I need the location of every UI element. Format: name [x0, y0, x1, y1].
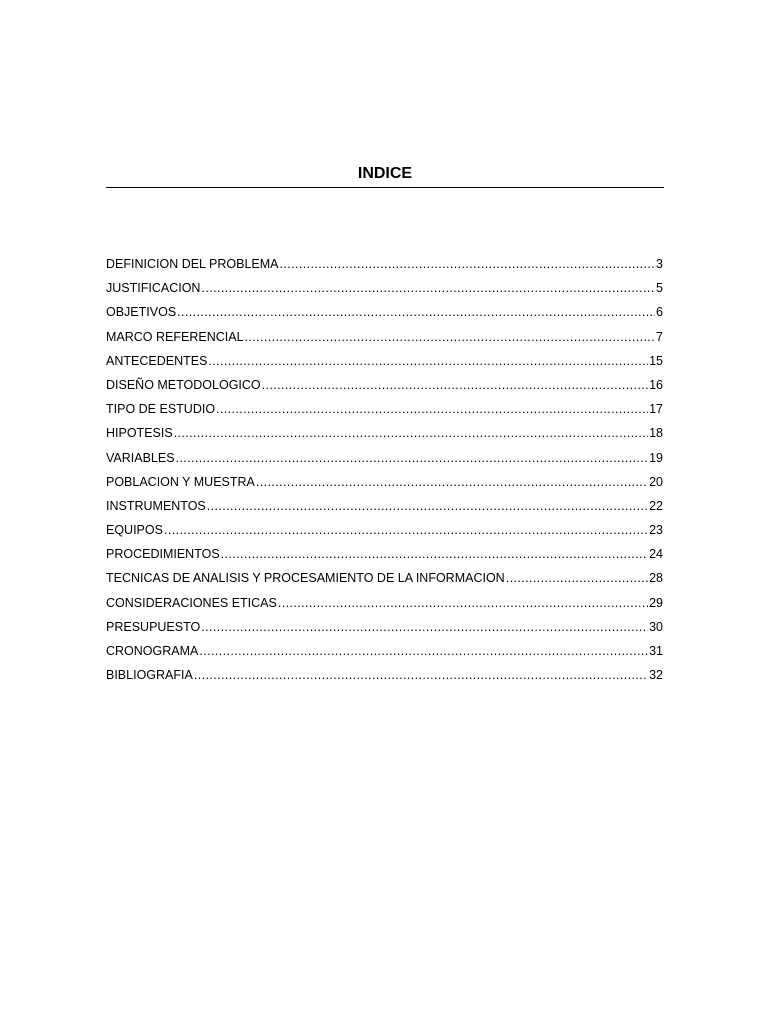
- toc-entry-page-number: 28: [649, 571, 663, 586]
- toc-entry-label: DISEÑO METODOLOGICO: [106, 377, 261, 392]
- toc-dot-leader: [199, 639, 648, 663]
- table-of-contents: [106, 252, 663, 687]
- toc-entry: [106, 373, 663, 397]
- toc-entry: [106, 494, 663, 518]
- toc-entry-label: POBLACION Y MUESTRA: [106, 474, 255, 489]
- toc-entry-page-number: 15: [649, 353, 663, 368]
- toc-dot-leader: [201, 615, 648, 639]
- toc-entry-page-number: 32: [649, 668, 663, 683]
- toc-entry-page-number: 17: [649, 402, 663, 417]
- toc-dot-leader: [216, 397, 648, 421]
- toc-entry-label: ANTECEDENTES: [106, 353, 208, 368]
- toc-entry-page-number: 18: [649, 426, 663, 441]
- toc-entry: [106, 421, 663, 445]
- toc-entry-label: TIPO DE ESTUDIO: [106, 402, 216, 417]
- toc-entry: [106, 470, 663, 494]
- toc-entry-label: TECNICAS DE ANALISIS Y PROCESAMIENTO DE LA INFORMACION: [106, 571, 505, 586]
- toc-entry-page-number: 29: [649, 595, 663, 610]
- toc-dot-leader: [280, 252, 656, 276]
- toc-dot-leader: [245, 325, 656, 349]
- toc-entry: [106, 615, 663, 639]
- toc-entry-label: JUSTIFICACION: [106, 281, 201, 296]
- toc-entry-label: DEFINICION DEL PROBLEMA: [106, 257, 279, 271]
- toc-entry-page-number: 6: [656, 305, 663, 320]
- toc-dot-leader: [256, 470, 648, 494]
- toc-dot-leader: [201, 276, 655, 300]
- toc-entry-label: INSTRUMENTOS: [106, 498, 206, 513]
- toc-entry: [106, 518, 663, 542]
- toc-entry: [106, 663, 663, 687]
- toc-entry: [106, 397, 663, 421]
- toc-entry-page-number: 16: [649, 377, 663, 392]
- toc-dot-leader: [177, 300, 655, 324]
- toc-entry-label: MARCO REFERENCIAL: [106, 329, 244, 344]
- toc-dot-leader: [506, 566, 648, 590]
- toc-entry: [106, 276, 663, 300]
- toc-entry-label: OBJETIVOS: [106, 305, 177, 320]
- toc-dot-leader: [278, 591, 648, 615]
- toc-entry-label: VARIABLES: [106, 450, 175, 465]
- toc-entry-label: CRONOGRAMA: [106, 644, 199, 658]
- toc-entry: [106, 446, 663, 470]
- toc-entry: [106, 252, 663, 276]
- toc-entry: [106, 566, 663, 590]
- toc-entry-label: PROCEDIMIENTOS: [106, 547, 220, 562]
- toc-entry: [106, 591, 663, 615]
- toc-entry-label: HIPOTESIS: [106, 426, 173, 441]
- toc-entry-label: PRESUPUESTO: [106, 619, 201, 634]
- toc-entry-page-number: 7: [656, 329, 663, 344]
- toc-entry-page-number: 23: [649, 523, 663, 538]
- toc-dot-leader: [164, 518, 648, 542]
- toc-entry-page-number: 3: [656, 257, 663, 271]
- toc-entry-label: EQUIPOS: [106, 523, 163, 538]
- toc-dot-leader: [262, 373, 648, 397]
- toc-dot-leader: [207, 494, 648, 518]
- toc-entry-page-number: 30: [649, 619, 663, 634]
- toc-entry-page-number: 22: [649, 498, 663, 513]
- toc-entry-page-number: 31: [649, 644, 663, 658]
- toc-entry-page-number: 24: [649, 547, 663, 562]
- toc-dot-leader: [174, 421, 648, 445]
- toc-entry-page-number: 20: [649, 474, 663, 489]
- toc-entry: [106, 639, 663, 663]
- toc-dot-leader: [208, 349, 648, 373]
- toc-entry: [106, 300, 663, 324]
- toc-entry: [106, 542, 663, 566]
- toc-dot-leader: [221, 542, 648, 566]
- title-underline: [106, 187, 664, 188]
- toc-entry-page-number: 19: [649, 450, 663, 465]
- toc-entry-label: CONSIDERACIONES ETICAS: [106, 595, 277, 610]
- page-title: INDICE: [357, 165, 413, 182]
- toc-dot-leader: [194, 663, 648, 687]
- toc-entry: [106, 325, 663, 349]
- toc-entry: [106, 349, 663, 373]
- toc-entry-page-number: 5: [656, 281, 663, 296]
- toc-entry-label: BIBLIOGRAFIA: [106, 668, 193, 683]
- toc-dot-leader: [176, 446, 649, 470]
